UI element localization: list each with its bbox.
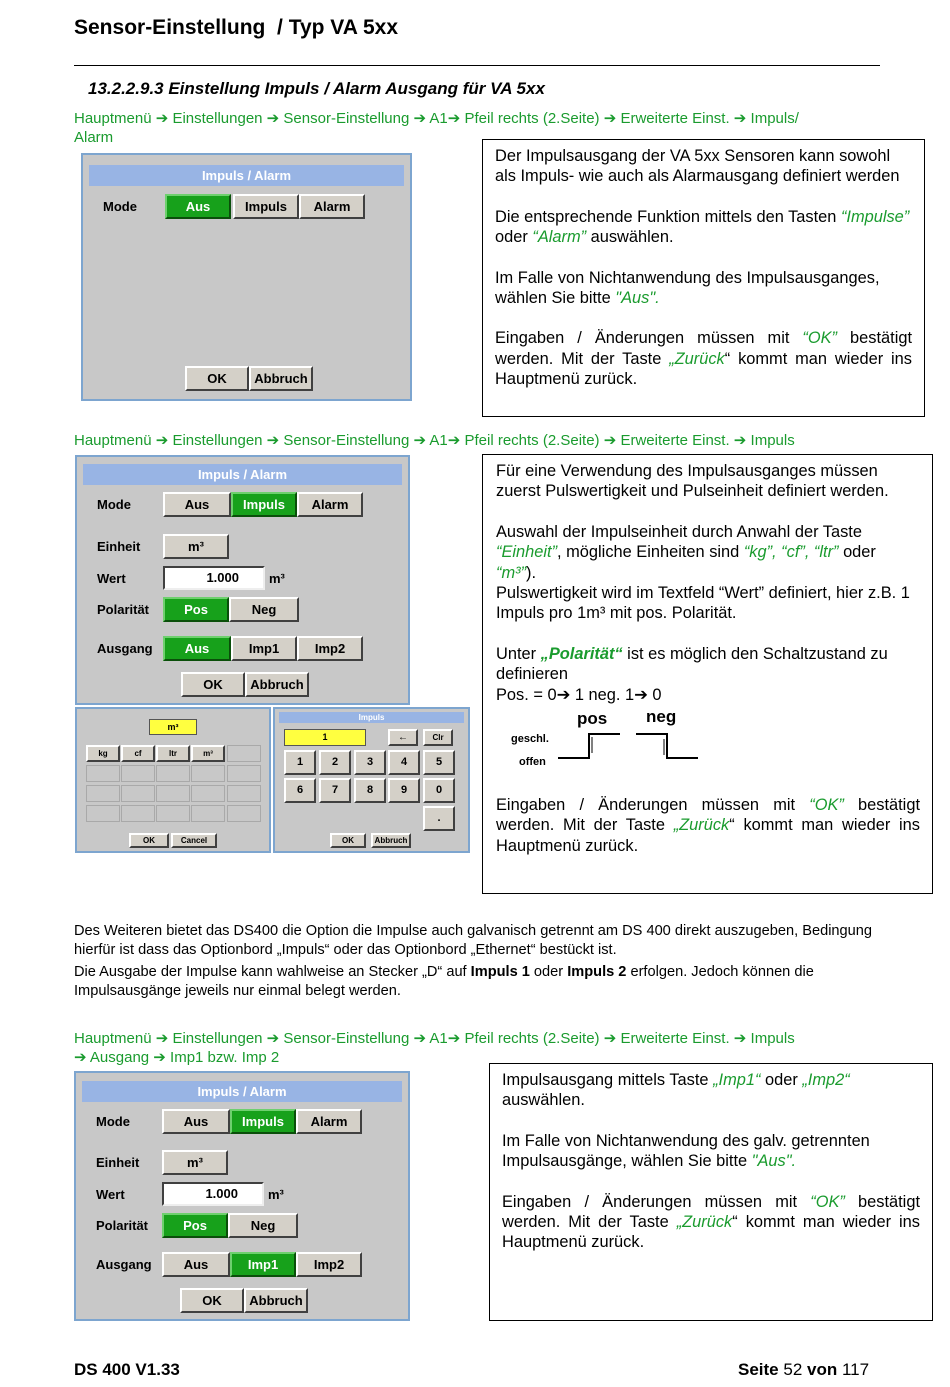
empty-key [86, 805, 120, 822]
nav-path-3-line2: ➔ Ausgang ➔ Imp1 bzw. Imp 2 [74, 1049, 280, 1066]
empty-key [121, 805, 155, 822]
nav-path-2-line1: Hauptmenü ➔ Einstellungen ➔ Sensor-Einstellung ➔ A1➔ Pfeil rechts (2.Seite) ➔ Erweiterte Einst. ➔ Impuls [74, 432, 795, 449]
numpad-ok-button[interactable]: OK [330, 833, 366, 848]
clear-button[interactable]: Clr [423, 729, 453, 746]
wert-unit-label: m³ [268, 1187, 284, 1202]
info-box-1 [482, 139, 925, 417]
mode-alarm-button[interactable]: Alarm [296, 1109, 362, 1134]
mode-alarm-button[interactable]: Alarm [299, 194, 365, 219]
nav-path-3-line1: Hauptmenü ➔ Einstellungen ➔ Sensor-Einstellung ➔ A1➔ Pfeil rechts (2.Seite) ➔ Erweiterte Einst. ➔ Impuls [74, 1030, 795, 1047]
empty-key [227, 805, 261, 822]
empty-key [156, 785, 190, 802]
box1-p3: Im Falle von Nichtanwendung des Impulsausganges, wählen Sie bitte "Aus". [495, 268, 880, 308]
polaritaet-neg-button[interactable]: Neg [229, 597, 299, 622]
unit-picker-panel [75, 707, 271, 853]
dialog-title: Impuls / Alarm [82, 1081, 402, 1102]
key-9[interactable]: 9 [388, 778, 420, 803]
footer-version: DS 400 V1.33 [74, 1360, 180, 1379]
ausgang-aus-button[interactable]: Aus [162, 1252, 230, 1277]
ausgang-imp2-button[interactable]: Imp2 [297, 636, 363, 661]
polaritaet-pos-button[interactable]: Pos [163, 597, 229, 622]
box2-p3d: Pos. = 0➔ 1 neg. 1➔ 0 [496, 685, 662, 704]
dialog-impuls-alarm-3 [74, 1071, 410, 1321]
key-2[interactable]: 2 [319, 750, 351, 775]
diagram-pos-label: pos [577, 709, 608, 729]
diagram-neg-label: neg [646, 707, 677, 727]
header-subtitle: / Typ VA 5xx [277, 16, 399, 39]
box3-p1: Impulsausgang mittels Taste „Imp1“ oder „Imp2“ auswählen. [502, 1071, 850, 1110]
unit-m3-button[interactable]: m³ [191, 745, 225, 762]
abbruch-button[interactable]: Abbruch [249, 366, 313, 391]
backspace-button[interactable]: ← [388, 729, 418, 746]
polaritaet-label: Polarität [97, 602, 150, 617]
empty-key [191, 805, 225, 822]
mode-label: Mode [103, 199, 137, 214]
empty-key [227, 765, 261, 782]
polaritaet-pos-button[interactable]: Pos [162, 1213, 228, 1238]
empty-key [86, 785, 120, 802]
abbruch-button[interactable]: Abbruch [245, 672, 309, 697]
info-box-2 [482, 454, 933, 894]
ok-button[interactable]: OK [185, 366, 249, 391]
polarity-diagram [496, 705, 920, 795]
unit-cf-button[interactable]: cf [121, 745, 155, 762]
key-0[interactable]: 0 [423, 778, 455, 803]
key-5[interactable]: 5 [423, 750, 455, 775]
wert-input[interactable]: 1.000 [162, 1182, 264, 1206]
einheit-button[interactable]: m³ [163, 534, 229, 559]
box2-p2: Auswahl der Impulseinheit durch Anwahl der Taste “Einheit”, mögliche Einheiten sind “kg”, “cf”, “ltr” oder “m³”). [496, 522, 876, 582]
einheit-label: Einheit [96, 1155, 140, 1170]
header-title: Sensor-Einstellung [74, 16, 266, 39]
box2-p2h: Pulswertigkeit wird im Textfeld “Wert” definiert, hier z.B. 1 Impuls pro 1m³ mit pos. Polarität. [496, 584, 910, 623]
box1-p1: Der Impulsausgang der VA 5xx Sensoren kann sowohl als Impuls- wie auch als Alarmausgang definiert werden [495, 147, 900, 186]
dialog-title: Impuls / Alarm [83, 464, 402, 485]
empty-key [86, 765, 120, 782]
unit-picker-display: m³ [149, 719, 197, 735]
key-7[interactable]: 7 [319, 778, 351, 803]
mode-label: Mode [96, 1114, 130, 1129]
key-4[interactable]: 4 [388, 750, 420, 775]
header-divider [74, 65, 880, 66]
mode-alarm-button[interactable]: Alarm [297, 492, 363, 517]
box2-p1: Für eine Verwendung des Impulsausganges müssen zuerst Pulswertigkeit und Pulseinheit definiert werden. [496, 462, 889, 501]
key-dot[interactable]: . [423, 806, 455, 831]
empty-key [121, 765, 155, 782]
nav-path-1-line2: Alarm [74, 129, 114, 146]
mode-aus-button[interactable]: Aus [162, 1109, 230, 1134]
key-6[interactable]: 6 [284, 778, 316, 803]
wert-input[interactable]: 1.000 [163, 566, 265, 590]
ausgang-imp2-button[interactable]: Imp2 [296, 1252, 362, 1277]
diagram-offen-label: offen [519, 756, 546, 769]
box2-p4: Eingaben / Änderungen müssen mit “OK” bestätigt werden. Mit der Taste „Zurück“ kommt man wieder ins Hauptmenü zurück. [496, 796, 920, 855]
unit-kg-button[interactable]: kg [86, 745, 120, 762]
ausgang-label: Ausgang [97, 641, 153, 656]
box3-p2: Im Falle von Nichtanwendung des galv. getrennten Impulsausgänge, wählen Sie bitte "Aus". [502, 1131, 870, 1171]
ok-button[interactable]: OK [180, 1288, 244, 1313]
ausgang-imp1-button[interactable]: Imp1 [231, 636, 297, 661]
empty-key [156, 765, 190, 782]
mode-aus-button[interactable]: Aus [165, 194, 231, 219]
numpad-panel [273, 707, 470, 853]
unit-ltr-button[interactable]: ltr [156, 745, 190, 762]
nav-path-2 [74, 431, 880, 450]
mode-label: Mode [97, 497, 131, 512]
empty-key [121, 785, 155, 802]
box1-p2: Die entsprechende Funktion mittels den Tasten “Impulse” oder “Alarm” auswählen. [495, 207, 910, 247]
empty-key [156, 805, 190, 822]
key-3[interactable]: 3 [354, 750, 386, 775]
empty-key [227, 745, 261, 762]
numpad-display: 1 [284, 729, 366, 746]
diagram-geschl-label: geschl. [511, 733, 549, 746]
body-para-2: Die Ausgabe der Impulse kann wahlweise an Stecker „D“ auf Impuls 1 oder Impuls 2 erfolgen. Jedoch können die Impulsausgänge jeweils nur einmal belegt werden. [74, 964, 814, 999]
key-8[interactable]: 8 [354, 778, 386, 803]
mode-impuls-button[interactable]: Impuls [231, 492, 297, 517]
dialog-impuls-alarm-2 [75, 455, 410, 705]
info-box-3 [489, 1063, 933, 1321]
abbruch-button[interactable]: Abbruch [244, 1288, 308, 1313]
ok-button[interactable]: OK [181, 672, 245, 697]
key-1[interactable]: 1 [284, 750, 316, 775]
wert-label: Wert [96, 1187, 125, 1202]
wert-unit-label: m³ [269, 571, 285, 586]
ausgang-aus-button[interactable]: Aus [163, 636, 231, 661]
page-header [74, 16, 398, 40]
footer-page-number: Seite 52 von 117 [738, 1360, 870, 1379]
ausgang-label: Ausgang [96, 1257, 152, 1272]
unit-picker-cancel-button[interactable]: Cancel [171, 833, 217, 848]
box2-p3: Unter „Polarität“ ist es möglich den Schaltzustand zu definieren [496, 644, 888, 684]
box3-p3: Eingaben / Änderungen müssen mit “OK” bestätigt werden. Mit der Taste „Zurück“ kommt man wieder ins Hauptmenü zurück. [502, 1192, 920, 1252]
numpad-abbruch-button[interactable]: Abbruch [371, 833, 411, 848]
empty-key [227, 785, 261, 802]
einheit-label: Einheit [97, 539, 141, 554]
dialog-impuls-alarm-1 [81, 153, 412, 401]
signal-diagram [556, 705, 706, 775]
body-para-1: Des Weiteren bietet das DS400 die Option die Impulse auch galvanisch getrennt am DS 400 direkt auszugeben, Bedingung hierfür ist dass das Optionbord „Impuls“ oder das Optionbord „Ethernet“ bestückt ist. [74, 923, 873, 958]
einheit-button[interactable]: m³ [162, 1150, 228, 1175]
dialog-title: Impuls / Alarm [89, 165, 404, 186]
mode-impuls-button[interactable]: Impuls [233, 194, 299, 219]
mode-impuls-button[interactable]: Impuls [230, 1109, 296, 1134]
wert-label: Wert [97, 571, 126, 586]
nav-path-1-line1: Hauptmenü ➔ Einstellungen ➔ Sensor-Einstellung ➔ A1➔ Pfeil rechts (2.Seite) ➔ Erweiterte Einst. ➔ Impuls/ [74, 110, 799, 127]
empty-key [191, 765, 225, 782]
ausgang-imp1-button[interactable]: Imp1 [230, 1252, 296, 1277]
box1-p4: Eingaben / Änderungen müssen mit “OK” bestätigt werden. Mit der Taste „Zurück“ kommt man wieder ins Hauptmenü zurück. [495, 329, 912, 389]
section-title: 13.2.2.9.3 Einstellung Impuls / Alarm Ausgang für VA 5xx [88, 79, 545, 98]
mode-aus-button[interactable]: Aus [163, 492, 231, 517]
empty-key [191, 785, 225, 802]
numpad-title: Impuls [279, 712, 464, 723]
polaritaet-neg-button[interactable]: Neg [228, 1213, 298, 1238]
polaritaet-label: Polarität [96, 1218, 149, 1233]
unit-picker-ok-button[interactable]: OK [129, 833, 169, 848]
nav-path-3 [74, 1029, 880, 1067]
